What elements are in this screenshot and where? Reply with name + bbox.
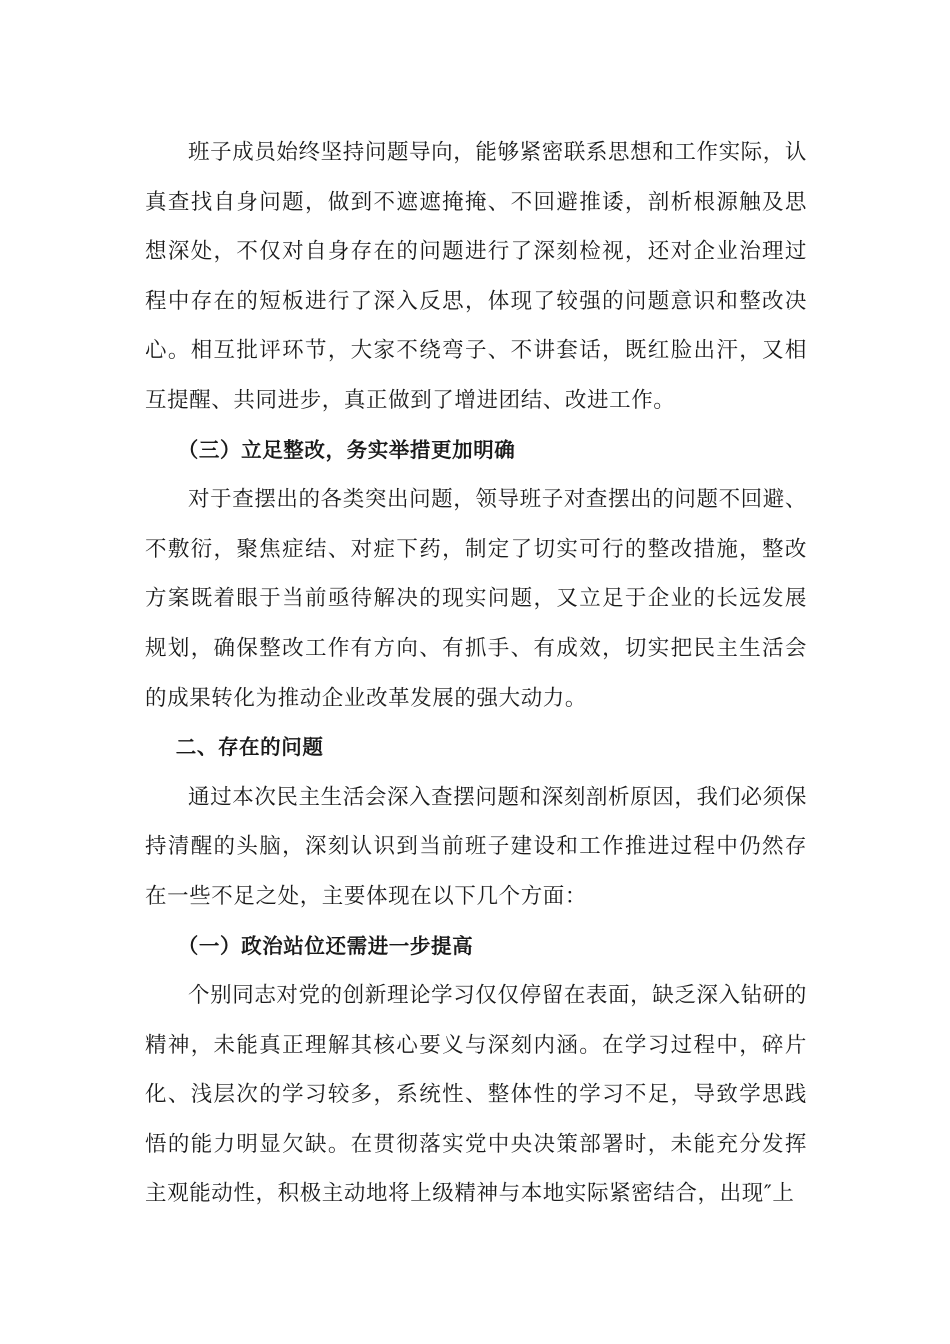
paragraph-problems-intro: 通过本次民主生活会深入查摆问题和深刻剖析原因，我们必须保持清醒的头脑，深刻认识到当前班子建设和工作推进过程中仍然存在一些不足之处，主要体现在以下几个方面： <box>145 784 807 909</box>
section-heading-existing-problems: 二、存在的问题 <box>175 735 324 760</box>
section-heading-political-stance: （一）政治站位还需进一步提高 <box>177 933 474 958</box>
paragraph-political-stance: 个别同志对党的创新理论学习仅仅停留在表面，缺乏深入钻研的精神，未能真正理解其核心要义与深刻内涵。在学习过程中，碎片化、浅层次的学习较多，系统性、整体性的学习不足，导致学思践悟的能力明显欠缺。在贯彻落实党中央决策部署时，未能充分发挥主观能动性，积极主动地将上级精神与本地实际紧密结合，出现″上 <box>145 983 807 1207</box>
paragraph-self-criticism: 班子成员始终坚持问题导向，能够紧密联系思想和工作实际，认真查找自身问题，做到不遮遮掩掩、不回避推诿，剖析根源触及思想深处，不仅对自身存在的问题进行了深刻检视，还对企业治理过程中存在的短板进行了深入反思，体现了较强的问题意识和整改决心。相互批评环节，大家不绕弯子、不讲套话，既红脸出汗，又相互提醒、共同进步，真正做到了增进团结、改进工作。 <box>145 140 807 413</box>
section-heading-rectification: （三）立足整改，务实举措更加明确 <box>177 437 516 462</box>
document-body <box>145 128 807 1219</box>
paragraph-rectification: 对于查摆出的各类突出问题，领导班子对查摆出的问题不回避、不敷衍，聚焦症结、对症下药，制定了切实可行的整改措施，整改方案既着眼于当前亟待解决的现实问题，又立足于企业的长远发展规划，确保整改工作有方向、有抓手、有成效，切实把民主生活会的成果转化为推动企业改革发展的强大动力。 <box>145 487 807 711</box>
